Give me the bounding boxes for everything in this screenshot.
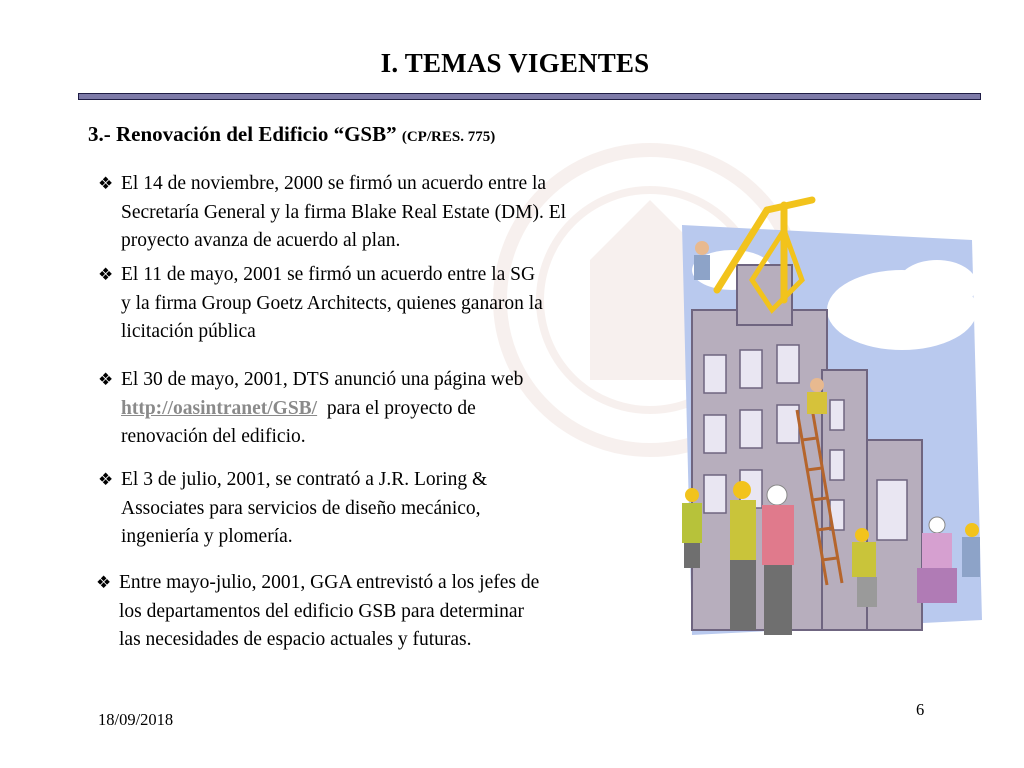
section-heading bbox=[88, 122, 495, 147]
bullet-line: ingeniería y plomería. bbox=[121, 526, 293, 547]
page-number: 6 bbox=[916, 700, 925, 719]
diamond-bullet-icon: ❖ bbox=[98, 265, 114, 284]
bullet-item bbox=[98, 466, 487, 552]
section-heading-main: 3.- Renovación del Edificio “GSB” bbox=[88, 122, 397, 146]
section-heading-ref: (CP/RES. 775) bbox=[401, 129, 496, 145]
bullet-item bbox=[98, 366, 523, 452]
bullet-line: Associates para servicios de diseño mecánico, bbox=[121, 497, 481, 519]
bullet-line: El 30 de mayo, 2001, DTS anunció una página web bbox=[121, 369, 524, 390]
bullet-line: El 3 de julio, 2001, se contrató a J.R. Loring & bbox=[121, 469, 488, 490]
gsb-intranet-link[interactable]: http://oasintranet/GSB/ bbox=[121, 397, 318, 419]
bullet-line: El 14 de noviembre, 2000 se firmó un acuerdo entre la bbox=[121, 173, 547, 194]
bullet-line: y la firma Group Goetz Architects, quienes ganaron la bbox=[121, 292, 543, 314]
diamond-bullet-icon: ❖ bbox=[98, 174, 114, 193]
bullet-line: Secretaría General y la firma Blake Real Estate (DM). El bbox=[121, 201, 567, 223]
construction-clipart-illustration bbox=[672, 190, 987, 650]
diamond-bullet-icon: ❖ bbox=[98, 470, 114, 489]
diamond-bullet-icon: ❖ bbox=[96, 573, 112, 592]
bullet-line: Entre mayo-julio, 2001, GGA entrevistó a los jefes de bbox=[119, 572, 540, 593]
diamond-bullet-icon: ❖ bbox=[98, 370, 114, 389]
bullet-line: las necesidades de espacio actuales y futuras. bbox=[119, 629, 472, 650]
slide-date: 18/09/2018 bbox=[98, 710, 174, 729]
bullet-item bbox=[98, 261, 543, 347]
bullet-item bbox=[98, 170, 566, 256]
title-divider bbox=[78, 93, 981, 100]
bullet-item bbox=[96, 569, 539, 655]
bullet-line: los departamentos del edificio GSB para determinar bbox=[119, 600, 525, 622]
bullet-line: El 11 de mayo, 2001 se firmó un acuerdo entre la SG bbox=[121, 264, 536, 285]
bullet-line: proyecto avanza de acuerdo al plan. bbox=[121, 230, 401, 251]
bullet-line: para el proyecto de bbox=[317, 397, 476, 419]
slide-title: I. TEMAS VIGENTES bbox=[380, 48, 650, 78]
bullet-line: renovación del edificio. bbox=[121, 426, 306, 447]
bullet-line: licitación pública bbox=[121, 321, 256, 342]
